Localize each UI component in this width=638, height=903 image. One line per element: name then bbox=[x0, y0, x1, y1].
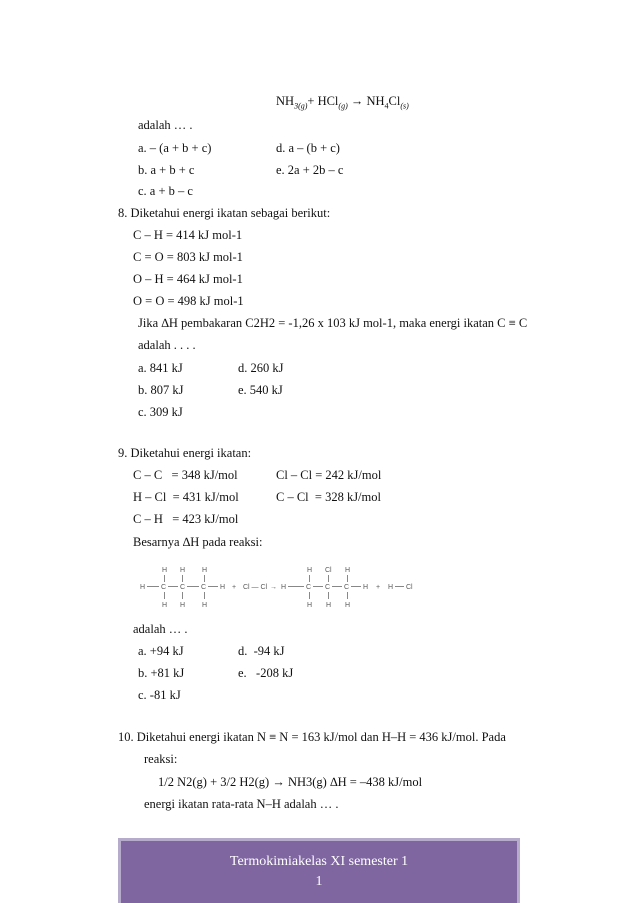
atom-h: H bbox=[307, 567, 313, 574]
q7-option-e: e. 2a + 2b – c bbox=[276, 163, 344, 177]
plus-sign: + bbox=[376, 584, 381, 591]
atom-h: H bbox=[202, 567, 208, 574]
reaction-arrow: → bbox=[270, 584, 277, 591]
q8-option-e: e. 540 kJ bbox=[238, 383, 283, 397]
q8-bond-2: C = O = 803 kJ mol-1 bbox=[133, 250, 243, 264]
q8-bond-3: O – H = 464 kJ mol-1 bbox=[133, 272, 243, 286]
q10-line2: reaksi: bbox=[144, 752, 178, 766]
q10-reaction: 1/2 N2(g) + 3/2 H2(g) → NH3(g) ∆H = –438 kJ/mol bbox=[158, 775, 423, 789]
atom-c: C bbox=[325, 584, 331, 591]
q9-option-a: a. +94 kJ bbox=[138, 644, 184, 658]
page-number: 1 bbox=[315, 874, 323, 889]
q8-stem: adalah . . . . bbox=[138, 338, 196, 352]
atom-h: H bbox=[180, 567, 186, 574]
q9-option-c: c. -81 kJ bbox=[138, 688, 181, 702]
atom-h: H bbox=[326, 602, 332, 609]
atom-h: H bbox=[180, 602, 186, 609]
q10-question: energi ikatan rata-rata N–H adalah … . bbox=[144, 797, 339, 811]
atom-h: H bbox=[363, 584, 369, 591]
page-footer bbox=[118, 838, 520, 903]
q8-option-a: a. 841 kJ bbox=[138, 361, 183, 375]
q9-bond-hcl: H – Cl = 431 kJ/mol bbox=[133, 490, 239, 504]
q8-option-b: b. 807 kJ bbox=[138, 383, 184, 397]
q7-stem: adalah … . bbox=[138, 118, 193, 132]
atom-c: C bbox=[306, 584, 312, 591]
q7-option-d: d. a – (b + c) bbox=[276, 141, 340, 155]
atom-cl: Cl bbox=[406, 584, 413, 591]
q8-bond-1: C – H = 414 kJ mol-1 bbox=[133, 228, 243, 242]
atom-c: C bbox=[201, 584, 207, 591]
q9-bond-cc: C – C = 348 kJ/mol bbox=[133, 468, 238, 482]
atom-h: H bbox=[220, 584, 226, 591]
q9-stem: adalah … . bbox=[133, 622, 188, 636]
atom-c: C bbox=[161, 584, 167, 591]
q9-bond-ch: C – H = 423 kJ/mol bbox=[133, 512, 239, 526]
atom-c: C bbox=[180, 584, 186, 591]
atom-cl: Cl bbox=[325, 567, 332, 574]
atom-h: H bbox=[345, 602, 351, 609]
q9-option-e: e. -208 kJ bbox=[238, 666, 294, 680]
q8-bond-4: O = O = 498 kJ mol-1 bbox=[133, 294, 244, 308]
q9-bond-clcl: Cl – Cl = 242 kJ/mol bbox=[276, 468, 382, 482]
chlorine-molecule: Cl — Cl bbox=[243, 584, 268, 591]
atom-c: C bbox=[344, 584, 350, 591]
q7-option-a: a. – (a + b + c) bbox=[138, 141, 212, 155]
q9-bond-ccl: C – Cl = 328 kJ/mol bbox=[276, 490, 381, 504]
q7-option-b: b. a + b + c bbox=[138, 163, 195, 177]
q8-option-c: c. 309 kJ bbox=[138, 405, 183, 419]
atom-h: H bbox=[307, 602, 313, 609]
q9-question: Besarnya ∆H pada reaksi: bbox=[133, 535, 263, 549]
q7-option-c: c. a + b – c bbox=[138, 184, 193, 198]
plus-sign: + bbox=[232, 584, 237, 591]
q9-option-d: d. -94 kJ bbox=[238, 644, 285, 658]
atom-h: H bbox=[162, 567, 168, 574]
q9-intro: 9. Diketahui energi ikatan: bbox=[118, 446, 252, 460]
q9-option-b: b. +81 kJ bbox=[138, 666, 185, 680]
q8-question: Jika ∆H pembakaran C2H2 = -1,26 x 103 kJ mol-1, maka energi ikatan C ≡ C bbox=[138, 316, 528, 330]
atom-h: H bbox=[345, 567, 351, 574]
reaction-structure-diagram bbox=[140, 566, 420, 610]
footer-title: Termokimiakelas XI semester 1 bbox=[229, 854, 409, 869]
q8-intro: 8. Diketahui energi ikatan sebagai berikut: bbox=[118, 206, 331, 220]
atom-h: H bbox=[140, 584, 146, 591]
q8-option-d: d. 260 kJ bbox=[238, 361, 284, 375]
atom-h: H bbox=[281, 584, 287, 591]
atom-h: H bbox=[162, 602, 168, 609]
q7-equation: $NH_{3(g)}+ HCl_{(g)} \to NH_4Cl_{(s)}$ bbox=[276, 94, 409, 111]
q10-intro: 10. Diketahui energi ikatan N ≡ N = 163 kJ/mol dan H–H = 436 kJ/mol. Pada bbox=[118, 730, 506, 744]
atom-h: H bbox=[388, 584, 394, 591]
atom-h: H bbox=[202, 602, 208, 609]
